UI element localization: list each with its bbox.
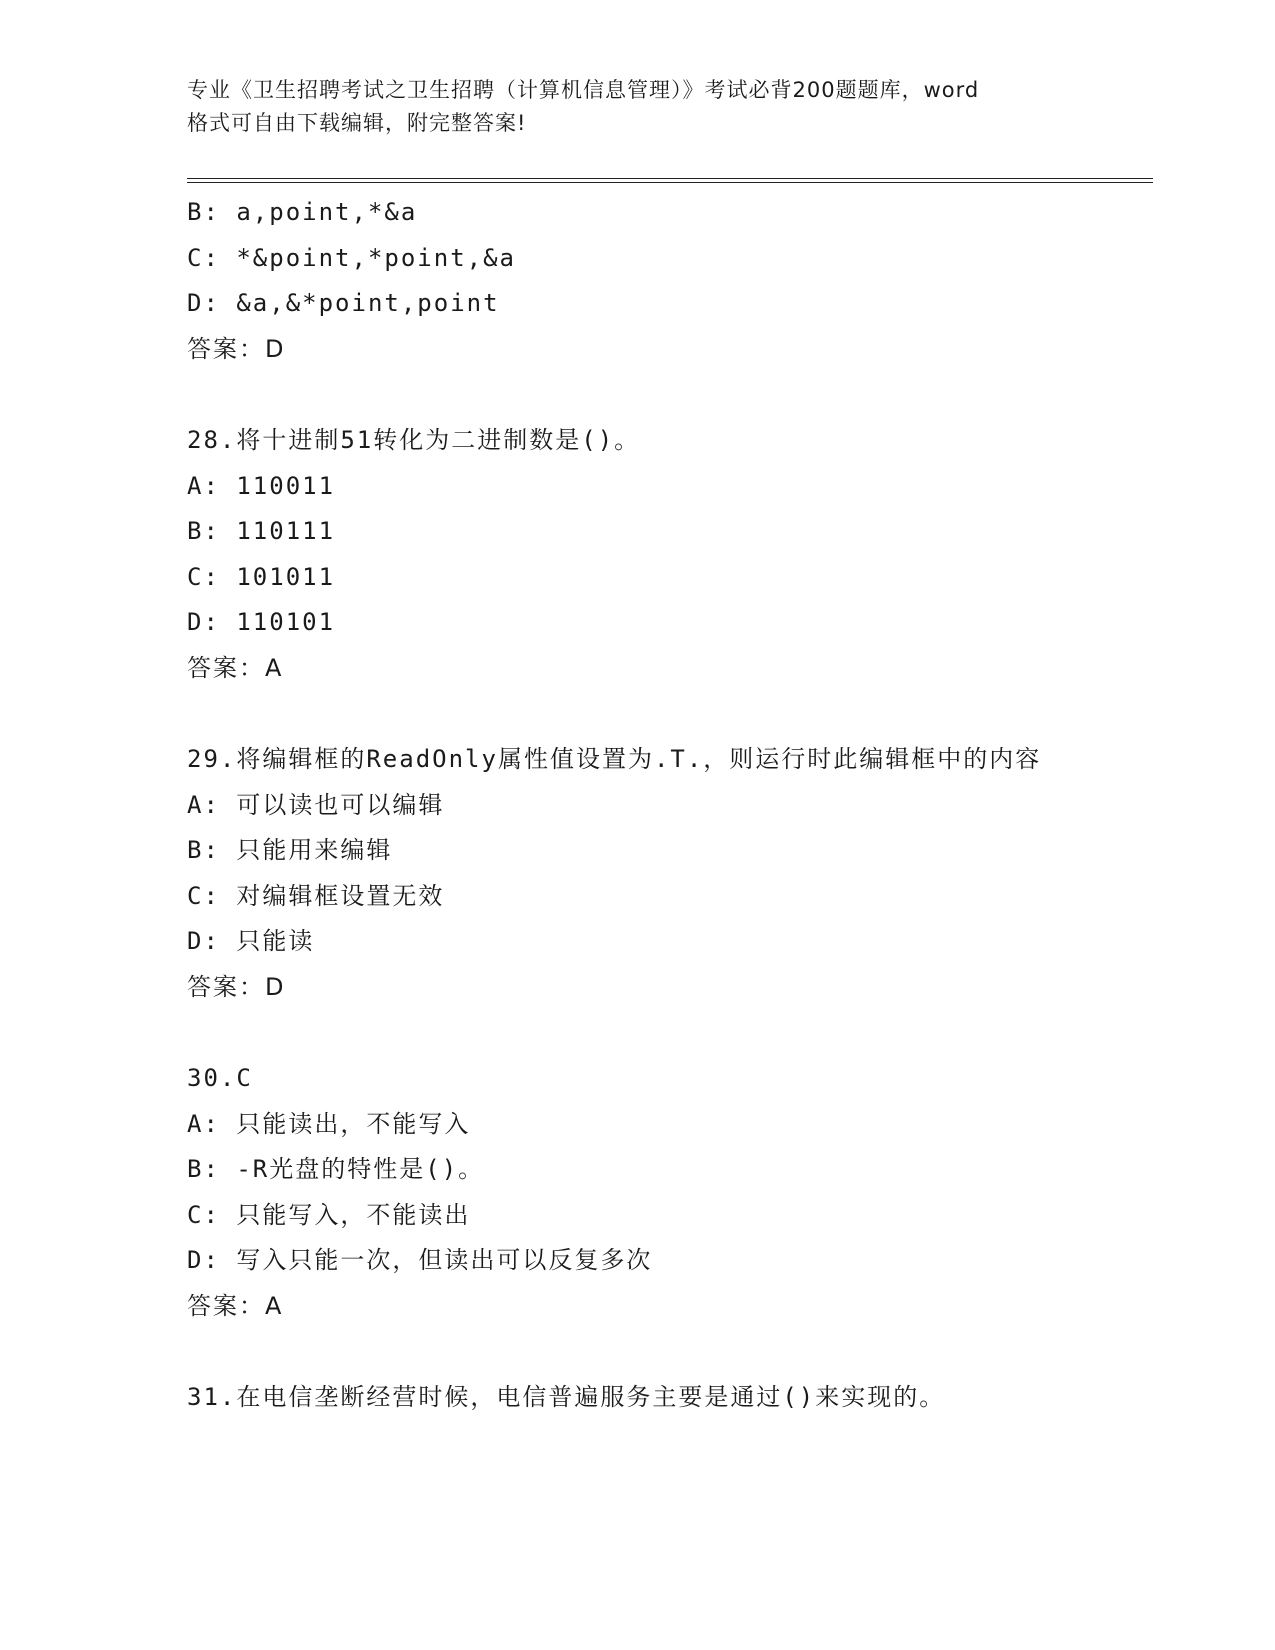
question-text: 30.C [187, 1064, 253, 1092]
answer-line: 答案：D [187, 972, 286, 1001]
question-fragment [187, 190, 1087, 372]
option-d: D: 110101 [187, 608, 336, 636]
option-a: A: 只能读出，不能写入 [187, 1109, 471, 1138]
option-d: D: 写入只能一次，但读出可以反复多次 [187, 1246, 653, 1274]
question-29 [187, 737, 1087, 1010]
question-31 [187, 1375, 1087, 1421]
option-c: C: 对编辑框设置无效 [187, 881, 445, 910]
question-28 [187, 418, 1087, 691]
header-line-2: 格式可自由下载编辑，附完整答案! [187, 111, 527, 135]
option-b: B: 110111 [187, 517, 336, 545]
answer-line: 答案：A [187, 1291, 284, 1320]
question-text: 29.将编辑框的ReadOnly属性值设置为.T.，则运行时此编辑框中的内容 [187, 745, 1042, 773]
answer-line: 答案：A [187, 653, 284, 682]
option-b: B: 只能用来编辑 [187, 836, 393, 864]
option-a: A: 110011 [187, 471, 336, 500]
option-b: B: -R光盘的特性是()。 [187, 1155, 485, 1183]
question-text: 31.在电信垄断经营时候，电信普遍服务主要是通过()来实现的。 [187, 1383, 946, 1411]
option-b: B: a,point,*&a [187, 198, 418, 226]
option-c: C: 只能写入，不能读出 [187, 1200, 471, 1229]
question-text: 28.将十进制51转化为二进制数是()。 [187, 426, 641, 454]
option-c: C: *&point,*point,&a [187, 243, 516, 272]
header-rule-bottom [187, 182, 1153, 183]
document-header [187, 74, 1087, 140]
document-body [187, 190, 1087, 1421]
option-c: C: 101011 [187, 562, 336, 591]
question-30 [187, 1056, 1087, 1329]
answer-line: 答案：D [187, 334, 286, 363]
header-line-1: 专业《卫生招聘考试之卫生招聘（计算机信息管理）》考试必背200题题库，word [187, 78, 980, 102]
option-d: D: 只能读 [187, 927, 315, 955]
option-d: D: &a,&*point,point [187, 289, 500, 317]
header-rule-top [187, 178, 1153, 179]
option-a: A: 可以读也可以编辑 [187, 790, 445, 819]
